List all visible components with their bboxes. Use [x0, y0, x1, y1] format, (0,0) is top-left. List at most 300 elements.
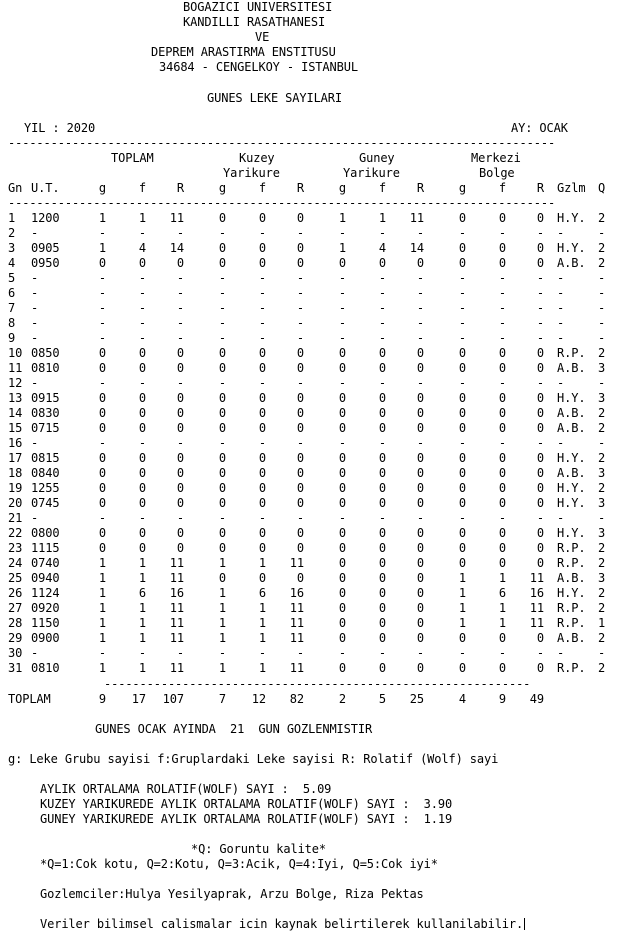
cell-total-f: - [138, 436, 146, 450]
cell-center-g: - [458, 226, 466, 240]
cell-north-f: - [258, 331, 266, 345]
cell-total-f: - [138, 511, 146, 525]
cell-south-r: - [416, 316, 424, 330]
cell-center-f: - [498, 226, 506, 240]
cell-south-g: 0 [338, 601, 346, 615]
cell-north-f: 0 [258, 241, 266, 255]
cell-quality: 2 [598, 421, 606, 435]
cell-center-f: 0 [498, 421, 506, 435]
cell-day: 4 [8, 256, 16, 270]
table-row [0, 616, 619, 631]
table-row [0, 511, 619, 526]
cell-north-g: 1 [218, 556, 226, 570]
cell-south-g: 0 [338, 661, 346, 675]
cell-quality: - [598, 316, 606, 330]
cell-total-f: 0 [138, 361, 146, 375]
table-row [0, 541, 619, 556]
cell-center-r: 0 [536, 541, 544, 555]
table-row [0, 601, 619, 616]
cell-south-f: 0 [378, 631, 386, 645]
cell-south-f: - [378, 376, 386, 390]
cell-quality: 2 [598, 556, 606, 570]
cell-day: 26 [8, 586, 23, 600]
cell-south-g: 0 [338, 556, 346, 570]
cell-north-r: 11 [289, 661, 304, 675]
cell-quality: 3 [598, 361, 606, 375]
cell-total-r: - [176, 331, 184, 345]
cell-north-f: - [258, 376, 266, 390]
cell-north-r: 0 [296, 481, 304, 495]
cell-ut: 0920 [31, 601, 60, 615]
cell-total-f: 0 [138, 496, 146, 510]
cell-quality: 2 [598, 601, 606, 615]
cell-south-r: 0 [416, 571, 424, 585]
cell-north-r: 11 [289, 616, 304, 630]
table-row [0, 376, 619, 391]
cell-total-r: 11 [169, 661, 184, 675]
cell-south-g: 0 [338, 466, 346, 480]
cell-total-f: - [138, 271, 146, 285]
cell-south-f: 0 [378, 661, 386, 675]
cell-total-f: 0 [138, 481, 146, 495]
cell-total-g: 1 [98, 616, 106, 630]
cell-center-r: - [536, 331, 544, 345]
cell-north-r: - [296, 301, 304, 315]
col-header-center-r: R [536, 181, 544, 195]
cell-north-f: - [258, 301, 266, 315]
cell-south-f: 0 [378, 526, 386, 540]
cell-ut: - [31, 331, 39, 345]
cell-total-f: 0 [138, 406, 146, 420]
cell-total-f: - [138, 331, 146, 345]
cell-day: 18 [8, 466, 23, 480]
col-header-quality: Q [598, 181, 606, 195]
col-header-center-f: f [498, 181, 506, 195]
cell-total-f: 0 [138, 346, 146, 360]
cell-total-g: 0 [98, 481, 106, 495]
year-label: YIL : 2020 [24, 121, 96, 135]
cell-total-r: 0 [176, 451, 184, 465]
cell-south-g: 0 [338, 391, 346, 405]
table-row [0, 436, 619, 451]
cell-north-r: 0 [296, 211, 304, 225]
header-separator: ----------------------------------------------------------------------------- [8, 196, 556, 210]
cell-north-g: - [218, 271, 226, 285]
cell-total-f: 0 [138, 421, 146, 435]
cell-total-g: 0 [98, 541, 106, 555]
cell-center-f: - [498, 331, 506, 345]
institution-address: 34684 - CENGELKOY - ISTANBUL [159, 60, 358, 74]
col-header-total-g: g [98, 181, 106, 195]
cell-center-f: 0 [498, 661, 506, 675]
cell-center-f: 0 [498, 631, 506, 645]
cell-south-r: 0 [416, 466, 424, 480]
cell-north-r: 0 [296, 391, 304, 405]
cell-day: 27 [8, 601, 23, 615]
cell-total-f: 0 [138, 256, 146, 270]
total-south-g: 2 [338, 692, 346, 706]
cell-south-g: 1 [338, 211, 346, 225]
totals-separator: ------------------------------------------------------------ [104, 677, 531, 691]
cell-total-f: - [138, 226, 146, 240]
cell-south-g: 1 [338, 241, 346, 255]
table-row [0, 631, 619, 646]
cell-north-g: 0 [218, 541, 226, 555]
cell-center-r: - [536, 511, 544, 525]
cell-south-r: - [416, 271, 424, 285]
cell-ut: 0850 [31, 346, 60, 360]
cell-center-f: 0 [498, 541, 506, 555]
cell-gzlm: - [557, 376, 565, 390]
cell-center-f: - [498, 376, 506, 390]
cell-center-r: 0 [536, 211, 544, 225]
cell-total-r: 0 [176, 421, 184, 435]
cell-total-f: 1 [138, 601, 146, 615]
cell-south-f: 4 [378, 241, 386, 255]
cell-quality: 3 [598, 496, 606, 510]
cell-south-r: 0 [416, 481, 424, 495]
cell-gzlm: R.P. [557, 661, 586, 675]
cell-north-r: 11 [289, 601, 304, 615]
cell-ut: - [31, 436, 39, 450]
cell-north-f: 0 [258, 496, 266, 510]
cell-gzlm: A.B. [557, 256, 586, 270]
cell-south-g: - [338, 286, 346, 300]
cell-total-f: 1 [138, 661, 146, 675]
cell-ut: 0840 [31, 466, 60, 480]
institute-name: DEPREM ARASTIRMA ENSTITUSU [151, 45, 336, 59]
cell-total-f: 0 [138, 526, 146, 540]
cell-gzlm: R.P. [557, 601, 586, 615]
cell-north-r: - [296, 286, 304, 300]
cell-center-g: 1 [458, 586, 466, 600]
cell-day: 5 [8, 271, 16, 285]
cell-center-f: - [498, 316, 506, 330]
cell-center-g: 0 [458, 256, 466, 270]
cell-north-r: 0 [296, 541, 304, 555]
table-row [0, 241, 619, 256]
month-label: AY: OCAK [511, 121, 568, 135]
cell-north-g: 0 [218, 526, 226, 540]
cell-gzlm: - [557, 286, 565, 300]
table-row [0, 361, 619, 376]
cell-center-r: 0 [536, 391, 544, 405]
cell-center-g: 0 [458, 496, 466, 510]
cell-ut: - [31, 226, 39, 240]
cell-north-f: 1 [258, 556, 266, 570]
cell-day: 31 [8, 661, 23, 675]
cell-north-f: 0 [258, 256, 266, 270]
total-south-r: 25 [409, 692, 424, 706]
cell-north-g: - [218, 646, 226, 660]
cell-north-r: 0 [296, 256, 304, 270]
cell-center-g: 0 [458, 241, 466, 255]
cell-gzlm: A.B. [557, 466, 586, 480]
cell-total-g: 0 [98, 256, 106, 270]
cell-south-r: 0 [416, 601, 424, 615]
cell-south-r: 0 [416, 631, 424, 645]
col-header-gzlm: Gzlm [557, 181, 586, 195]
total-south-f: 5 [378, 692, 386, 706]
cell-day: 23 [8, 541, 23, 555]
cell-total-g: 1 [98, 571, 106, 585]
cell-north-f: 1 [258, 631, 266, 645]
cell-total-r: - [176, 376, 184, 390]
cell-south-g: - [338, 376, 346, 390]
col-group-south-2: Yarikure [343, 166, 400, 180]
col-header-day: Gn [8, 181, 23, 195]
cell-total-f: - [138, 301, 146, 315]
cell-total-f: 1 [138, 556, 146, 570]
cell-center-r: - [536, 286, 544, 300]
cell-north-f: 0 [258, 481, 266, 495]
cell-total-f: 0 [138, 541, 146, 555]
cell-ut: - [31, 376, 39, 390]
cell-gzlm: A.B. [557, 406, 586, 420]
cell-north-r: 0 [296, 451, 304, 465]
monthly-average: AYLIK ORTALAMA ROLATIF(WOLF) SAYI : 5.09 [40, 782, 332, 796]
cell-north-r: 0 [296, 361, 304, 375]
cell-total-g: - [98, 286, 106, 300]
cell-south-r: 0 [416, 406, 424, 420]
cell-center-f: 1 [498, 616, 506, 630]
cell-quality: - [598, 511, 606, 525]
cell-north-f: 0 [258, 406, 266, 420]
cell-total-g: 0 [98, 496, 106, 510]
observatory-name: KANDILLI RASATHANESI [183, 15, 326, 29]
cell-north-r: - [296, 511, 304, 525]
cell-north-f: - [258, 511, 266, 525]
table-row [0, 496, 619, 511]
cell-total-r: 0 [176, 496, 184, 510]
cell-ut: 0905 [31, 241, 60, 255]
cell-north-f: 0 [258, 451, 266, 465]
cell-center-r: - [536, 376, 544, 390]
cell-quality: 1 [598, 616, 606, 630]
observed-days-text: GUNES OCAK AYINDA 21 GUN GOZLENMISTIR [95, 722, 373, 736]
cell-center-f: 6 [498, 586, 506, 600]
cell-gzlm: R.P. [557, 616, 586, 630]
cell-ut: - [31, 646, 39, 660]
cell-total-r: - [176, 226, 184, 240]
cell-south-g: 0 [338, 346, 346, 360]
cell-center-g: - [458, 316, 466, 330]
cell-center-g: 1 [458, 616, 466, 630]
cell-north-f: 0 [258, 391, 266, 405]
cell-center-f: 0 [498, 256, 506, 270]
cell-center-g: - [458, 331, 466, 345]
cell-quality: 2 [598, 631, 606, 645]
cell-center-r: 0 [536, 526, 544, 540]
cell-north-r: - [296, 646, 304, 660]
cell-south-g: 0 [338, 421, 346, 435]
cell-north-r: 0 [296, 571, 304, 585]
cell-south-g: 0 [338, 586, 346, 600]
cell-center-r: 0 [536, 451, 544, 465]
cell-south-g: - [338, 226, 346, 240]
column-header-row [0, 181, 619, 196]
cell-center-g: 0 [458, 361, 466, 375]
table-row [0, 571, 619, 586]
cell-north-f: 0 [258, 526, 266, 540]
cell-total-g: 0 [98, 406, 106, 420]
cell-north-g: 0 [218, 211, 226, 225]
cell-quality: - [598, 331, 606, 345]
cell-north-r: 16 [289, 586, 304, 600]
cell-north-r: - [296, 316, 304, 330]
cell-center-g: 0 [458, 421, 466, 435]
cell-north-f: 0 [258, 346, 266, 360]
cell-south-r: 11 [409, 211, 424, 225]
cell-total-f: - [138, 376, 146, 390]
cell-day: 20 [8, 496, 23, 510]
usage-note-text: Veriler bilimsel calismalar icin kaynak belirtilerek kullanilabilir. [40, 917, 524, 931]
cell-ut: - [31, 301, 39, 315]
cell-ut: 1124 [31, 586, 60, 600]
cell-gzlm: H.Y. [557, 496, 586, 510]
cell-center-r: - [536, 301, 544, 315]
cell-ut: 0940 [31, 571, 60, 585]
cell-total-r: - [176, 436, 184, 450]
cell-center-g: 0 [458, 661, 466, 675]
cell-day: 1 [8, 211, 16, 225]
cell-south-r: 0 [416, 661, 424, 675]
cell-gzlm: H.Y. [557, 391, 586, 405]
cell-day: 25 [8, 571, 23, 585]
cell-gzlm: - [557, 271, 565, 285]
cell-center-g: 0 [458, 481, 466, 495]
cell-north-r: - [296, 436, 304, 450]
cell-center-g: 0 [458, 406, 466, 420]
cell-ut: 0800 [31, 526, 60, 540]
cell-quality: 2 [598, 346, 606, 360]
cell-day: 16 [8, 436, 23, 450]
cell-total-g: 1 [98, 661, 106, 675]
cell-north-r: 0 [296, 466, 304, 480]
cell-center-g: - [458, 436, 466, 450]
cell-south-g: - [338, 646, 346, 660]
cell-south-g: 0 [338, 256, 346, 270]
cell-total-r: - [176, 511, 184, 525]
cell-center-g: - [458, 646, 466, 660]
cell-day: 10 [8, 346, 23, 360]
table-row [0, 421, 619, 436]
cell-north-g: 1 [218, 616, 226, 630]
cell-total-r: - [176, 646, 184, 660]
cell-quality: 2 [598, 256, 606, 270]
cell-quality: 2 [598, 481, 606, 495]
cell-south-r: 0 [416, 556, 424, 570]
cell-quality: 3 [598, 526, 606, 540]
cell-total-r: 0 [176, 406, 184, 420]
cell-south-f: 0 [378, 616, 386, 630]
cell-day: 7 [8, 301, 16, 315]
cell-center-f: 0 [498, 496, 506, 510]
cell-south-r: 0 [416, 346, 424, 360]
cell-total-g: 0 [98, 421, 106, 435]
cell-total-g: 0 [98, 466, 106, 480]
totals-row [0, 692, 619, 707]
col-group-center-1: Merkezi [471, 151, 521, 165]
cell-quality: 3 [598, 571, 606, 585]
cell-total-g: 1 [98, 601, 106, 615]
cell-south-g: 0 [338, 616, 346, 630]
total-north-g: 7 [218, 692, 226, 706]
cell-center-r: - [536, 271, 544, 285]
cell-total-g: - [98, 646, 106, 660]
cell-gzlm: H.Y. [557, 211, 586, 225]
col-header-total-r: R [176, 181, 184, 195]
cell-north-g: 0 [218, 481, 226, 495]
cell-center-f: 0 [498, 346, 506, 360]
cell-center-f: 0 [498, 211, 506, 225]
total-north-f: 12 [251, 692, 266, 706]
cell-quality: 2 [598, 211, 606, 225]
cell-south-g: 0 [338, 481, 346, 495]
cell-north-r: 0 [296, 406, 304, 420]
cell-south-r: - [416, 331, 424, 345]
cell-center-g: 1 [458, 571, 466, 585]
cell-total-r: 14 [169, 241, 184, 255]
col-group-center-2: Bolge [479, 166, 515, 180]
cell-quality: 2 [598, 586, 606, 600]
cell-total-g: - [98, 271, 106, 285]
cell-south-g: 0 [338, 526, 346, 540]
cell-center-r: 0 [536, 496, 544, 510]
legend-text: g: Leke Grubu sayisi f:Gruplardaki Leke sayisi R: Rolatif (Wolf) sayi [8, 752, 499, 766]
cell-gzlm: - [557, 511, 565, 525]
cell-north-r: 0 [296, 496, 304, 510]
cell-center-r: - [536, 226, 544, 240]
cell-total-f: 0 [138, 391, 146, 405]
cell-south-f: 0 [378, 391, 386, 405]
cell-south-r: 0 [416, 361, 424, 375]
cell-total-g: - [98, 511, 106, 525]
quality-title: *Q: Goruntu kalite* [191, 842, 326, 856]
cell-total-r: - [176, 271, 184, 285]
table-row [0, 646, 619, 661]
cell-north-g: 0 [218, 391, 226, 405]
cell-south-r: - [416, 646, 424, 660]
cell-north-f: 0 [258, 466, 266, 480]
cell-total-r: 0 [176, 466, 184, 480]
cell-north-f: 0 [258, 421, 266, 435]
cell-total-f: - [138, 286, 146, 300]
cell-gzlm: - [557, 436, 565, 450]
table-row [0, 586, 619, 601]
cell-south-r: - [416, 511, 424, 525]
cell-total-g: 1 [98, 631, 106, 645]
cell-north-f: 1 [258, 661, 266, 675]
table-row [0, 406, 619, 421]
cell-total-g: 0 [98, 346, 106, 360]
cell-north-r: - [296, 226, 304, 240]
cell-center-f: - [498, 301, 506, 315]
total-north-r: 82 [289, 692, 304, 706]
cell-south-r: - [416, 436, 424, 450]
cell-north-r: 0 [296, 421, 304, 435]
cell-total-r: - [176, 316, 184, 330]
table-row [0, 556, 619, 571]
cell-south-f: 0 [378, 571, 386, 585]
cell-north-g: 0 [218, 406, 226, 420]
cell-north-f: 0 [258, 541, 266, 555]
cell-gzlm: R.P. [557, 541, 586, 555]
cell-quality: 2 [598, 541, 606, 555]
cell-center-g: 0 [458, 211, 466, 225]
cell-total-f: - [138, 316, 146, 330]
cell-day: 2 [8, 226, 16, 240]
